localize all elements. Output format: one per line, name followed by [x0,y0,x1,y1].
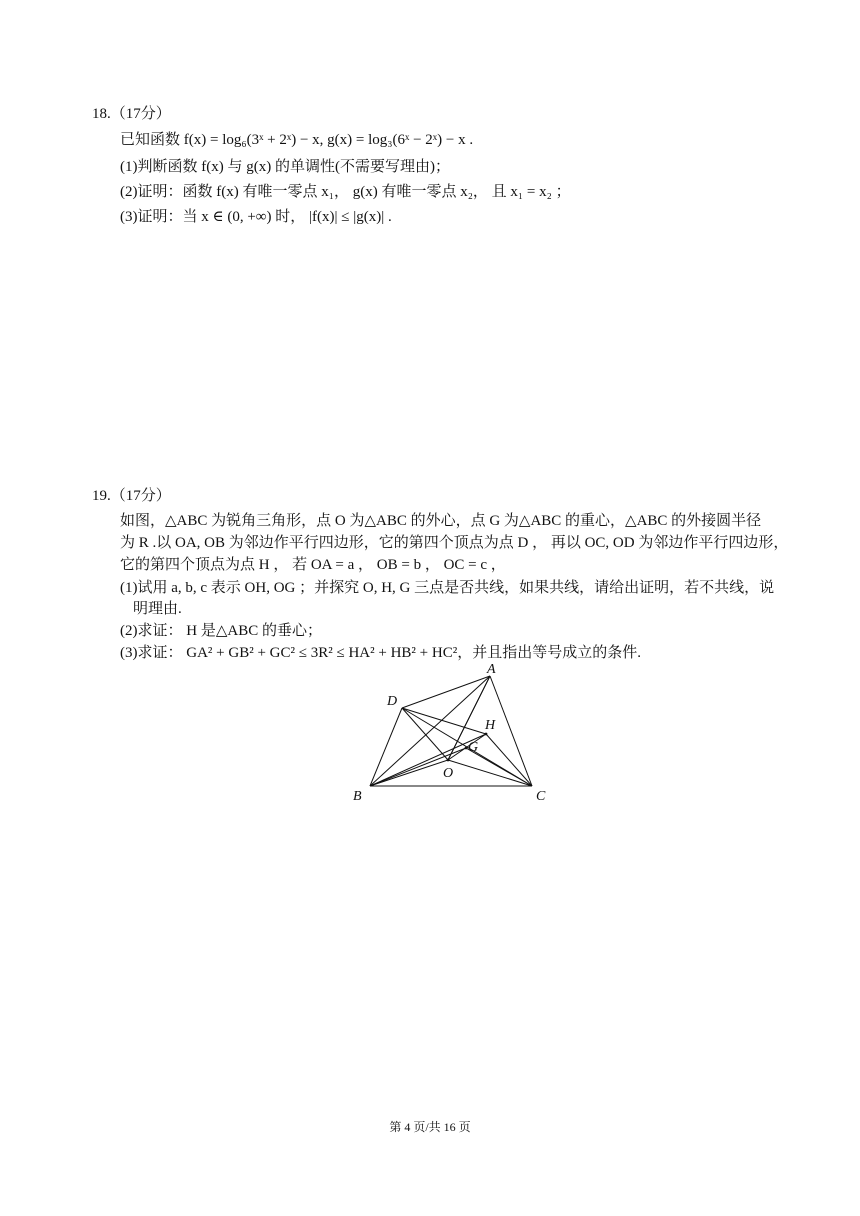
problem-18-stem: 已知函数 f(x) = log₆(3ˣ + 2ˣ) − x, g(x) = log₃(6ˣ − 2ˣ) − x . [120,132,474,148]
label-b: B [353,789,362,804]
segment-ac [490,676,532,786]
problem-19-stem-line-3: 它的第四个顶点为点 H ， 若 OA = a ， OB = b ， OC = c ， [120,557,506,573]
problem-19-part-1-line-2: 明理由. [133,601,182,617]
problem-19-stem-line-2: 为 R .以 OA, OB 为邻边作平行四边形，它的第四个顶点为点 D ， 再以 OC, OD 为邻边作平行四边形， [120,535,789,551]
segment-od [402,708,448,760]
problem-19-part-2: (2)求证： H 是△ABC 的垂心； [120,623,322,639]
segment-ob [370,760,448,786]
label-c: C [536,789,546,804]
geometry-figure [340,662,570,812]
problem-19-header: 19.（17分） [92,488,171,504]
page-footer: 第 4 页/共 16 页 [389,1120,471,1134]
label-o: O [443,766,454,781]
problem-19-stem-line-1: 如图，△ABC 为锐角三角形，点 O 为△ABC 的外心，点 G 为△ABC 的重心，△ABC 的外接圆半径 [120,513,762,529]
label-a: A [487,662,496,677]
segment-hc [486,734,532,786]
problem-18-header: 18.（17分） [92,106,171,122]
label-d: D [387,694,398,709]
problem-18-part-2: (2)证明：函数 f(x) 有唯一零点 x₁， g(x) 有唯一零点 x₂， 且 x₁ = x₂ ； [120,184,571,200]
segment-dh [402,708,486,734]
segment-oc [448,760,532,786]
point-h [485,733,488,736]
segment-ab [370,676,490,786]
point-o [447,759,450,762]
problem-19-part-3: (3)求证： GA² + GB² + GC² ≤ 3R² ≤ HA² + HB² + HC²，并且指出等号成立的条件. [120,645,641,661]
problem-19-part-1-line-1: (1)试用 a, b, c 表示 OH, OG ；并探究 O, H, G 三点是否共线，如果共线，请给出证明，若不共线，说 [120,580,775,596]
label-h: H [485,718,496,733]
label-g: G [468,740,479,755]
point-g [465,747,468,750]
problem-18-part-3: (3)证明：当 x ∈ (0, +∞) 时， |f(x)| ≤ |g(x)| . [120,209,392,225]
problem-18-part-1: (1)判断函数 f(x) 与 g(x) 的单调性(不需要写理由)； [120,159,450,175]
